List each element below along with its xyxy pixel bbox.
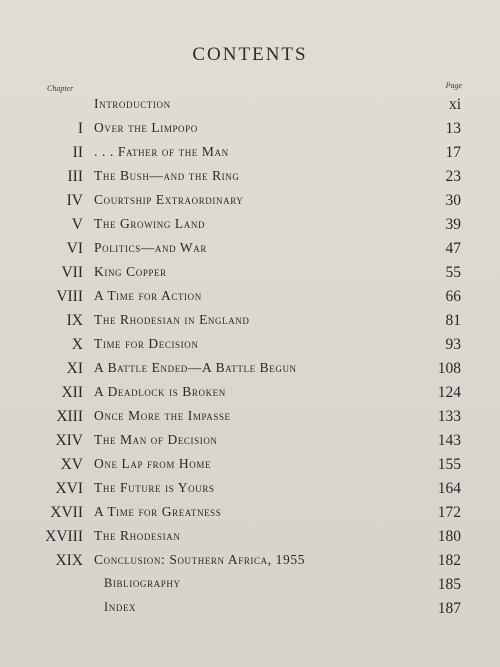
page-number: 180 <box>437 528 461 545</box>
page-number: 187 <box>437 600 461 617</box>
page-number: 39 <box>445 216 461 233</box>
chapter-title: Index <box>104 600 137 614</box>
chapter-number: VIII <box>56 288 83 305</box>
toc-entry <box>0 456 500 478</box>
chapter-title: A Time for Greatness <box>94 504 222 519</box>
chapter-number: XVI <box>55 480 83 497</box>
chapter-number: VII <box>61 264 83 281</box>
page-number: 133 <box>437 408 461 425</box>
chapter-number: X <box>71 336 83 353</box>
toc-entry <box>0 480 500 502</box>
page-number: 155 <box>437 456 461 473</box>
page-number: 164 <box>437 480 461 497</box>
toc-entry <box>0 504 500 526</box>
chapter-title: Once More the Impasse <box>94 408 231 423</box>
toc-entry <box>0 264 500 286</box>
page-column-header: Page <box>445 81 462 90</box>
page-number: 172 <box>437 504 461 521</box>
chapter-number: XIV <box>55 432 83 449</box>
page-number: 13 <box>445 120 461 137</box>
chapter-title: Introduction <box>94 96 171 111</box>
chapter-title: The Rhodesian <box>94 528 181 543</box>
toc-entry <box>0 216 500 238</box>
toc-entry <box>0 312 500 334</box>
chapter-title: Over the Limpopo <box>94 120 198 135</box>
page-number: 124 <box>437 384 461 401</box>
toc-entry <box>0 192 500 214</box>
page-number: 185 <box>437 576 461 593</box>
chapter-title: . . . Father of the Man <box>94 144 229 159</box>
chapter-title: The Bush—and the Ring <box>94 168 240 183</box>
toc-entry <box>0 384 500 406</box>
chapter-title: King Copper <box>94 264 167 279</box>
chapter-number: I <box>77 120 83 137</box>
page-number: 108 <box>437 360 461 377</box>
chapter-title: Bibliography <box>104 576 181 590</box>
chapter-title: Politics—and War <box>94 240 207 255</box>
chapter-title: The Future is Yours <box>94 480 215 495</box>
page-number: 23 <box>445 168 461 185</box>
chapter-number: VI <box>66 240 83 257</box>
chapter-title: One Lap from Home <box>94 456 212 471</box>
chapter-number: XVII <box>50 504 83 521</box>
page-number: 93 <box>445 336 461 353</box>
chapter-title: Courtship Extraordinary <box>94 192 244 207</box>
page-number: 55 <box>445 264 461 281</box>
chapter-title: A Battle Ended—A Battle Begun <box>94 360 297 375</box>
chapter-title: Time for Decision <box>94 336 199 351</box>
page-number: 143 <box>437 432 461 449</box>
page-number: 47 <box>445 240 461 257</box>
toc-entry <box>0 168 500 190</box>
chapter-title: The Rhodesian in England <box>94 312 250 327</box>
toc-entry <box>0 360 500 382</box>
chapter-title: A Time for Action <box>94 288 202 303</box>
toc-entry <box>0 336 500 358</box>
chapter-title: Conclusion: Southern Africa, 1955 <box>94 552 306 567</box>
chapter-number: XIX <box>55 552 83 569</box>
toc-entry <box>0 552 500 574</box>
toc-entry <box>0 144 500 166</box>
chapter-title: A Deadlock is Broken <box>94 384 226 399</box>
chapter-number: XIII <box>56 408 83 425</box>
page-number: 81 <box>445 312 461 329</box>
toc-entry <box>0 528 500 550</box>
chapter-number: IX <box>66 312 83 329</box>
page-number: 182 <box>437 552 461 569</box>
page-number: xi <box>448 96 461 113</box>
chapter-column-header: Chapter <box>47 84 74 93</box>
chapter-number: XV <box>60 456 83 473</box>
toc-entry <box>0 120 500 142</box>
toc-entry <box>0 600 500 622</box>
page-number: 30 <box>445 192 461 209</box>
page-number: 17 <box>445 144 461 161</box>
chapter-number: III <box>67 168 83 185</box>
chapter-title: The Growing Land <box>94 216 206 231</box>
chapter-number: XVIII <box>45 528 83 545</box>
chapter-title: The Man of Decision <box>94 432 218 447</box>
toc-entry <box>0 288 500 310</box>
toc-entry <box>0 408 500 430</box>
toc-entry <box>0 576 500 598</box>
chapter-number: IV <box>66 192 83 209</box>
chapter-number: II <box>72 144 83 161</box>
toc-entry <box>0 432 500 454</box>
page-title: CONTENTS <box>192 44 308 65</box>
toc-entry <box>0 96 500 118</box>
chapter-number: XII <box>61 384 83 401</box>
chapter-number: XI <box>66 360 83 377</box>
page-number: 66 <box>445 288 461 305</box>
chapter-number: V <box>71 216 83 233</box>
toc-entry <box>0 240 500 262</box>
